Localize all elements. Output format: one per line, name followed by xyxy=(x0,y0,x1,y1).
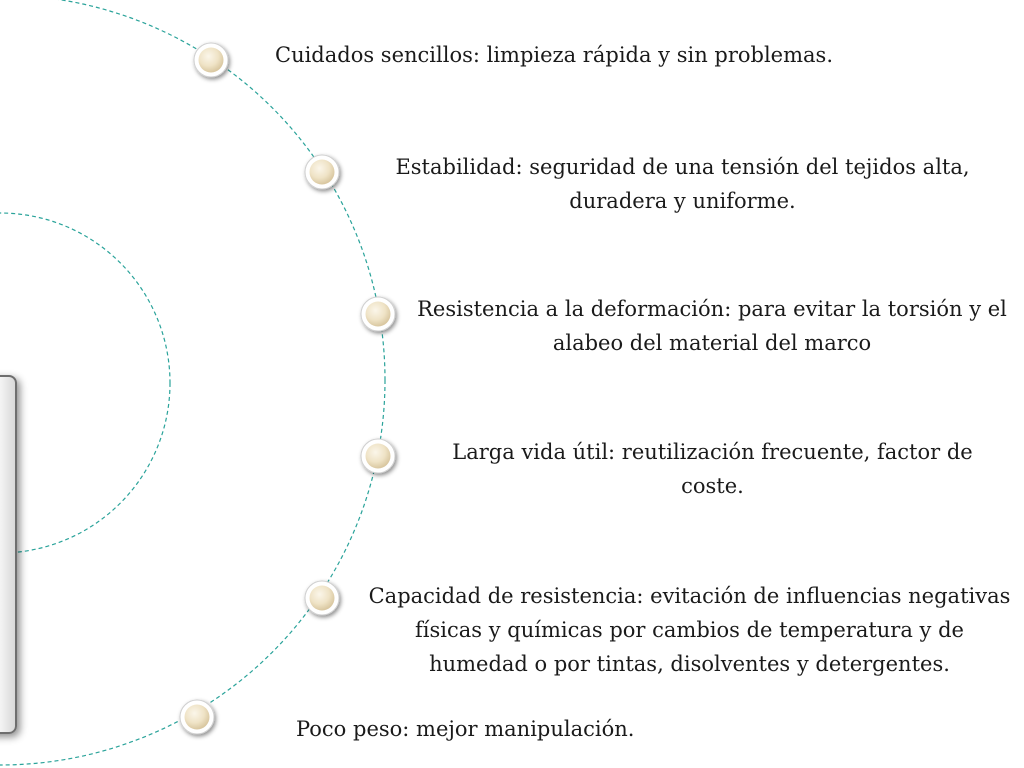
item-text-1: Cuidados sencillos: limpieza rápida y sin problemas. xyxy=(275,43,833,67)
bead-6 xyxy=(180,700,214,734)
side-panel xyxy=(0,375,17,734)
bead-2 xyxy=(305,155,339,189)
item-text-3: Resistencia a la deformación: para evitar la torsión y el alabeo del material del marco xyxy=(417,297,1007,355)
bead-4 xyxy=(361,439,395,473)
item-text-6: Poco peso: mejor manipulación. xyxy=(296,717,635,741)
item-text-4: Larga vida útil: reutilización frecuente, factor de coste. xyxy=(452,440,973,498)
item-text-5: Capacidad de resistencia: evitación de influencias negativas físicas y químicas por cambios de temperatura y de humedad o por tintas, disolventes y detergentes. xyxy=(368,584,1011,676)
inner-dashed-arc xyxy=(0,213,170,553)
bead-5 xyxy=(305,581,339,615)
bead-3 xyxy=(361,297,395,331)
item-text-2: Estabilidad: seguridad de una tensión del tejidos alta, duradera y uniforme. xyxy=(395,155,970,213)
bead-1 xyxy=(194,43,228,77)
outer-dashed-arc xyxy=(0,0,385,765)
